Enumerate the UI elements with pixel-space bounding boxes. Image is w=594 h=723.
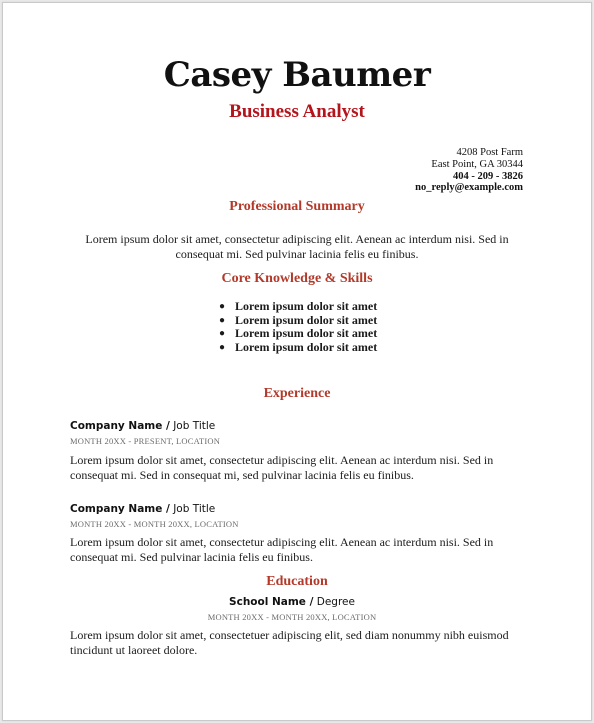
education-heading-line: [3, 596, 581, 608]
skill-item: [219, 314, 377, 328]
summary-text: Lorem ipsum dolor sit amet, consectetur adipiscing elit. Aenean ac interdum nisi. Sed in consequat mi. Sed pulvinar lacinia felis eu finibus.: [85, 232, 509, 261]
skill-item: [219, 341, 377, 355]
education-dates: MONTH 20XX - MONTH 20XX, LOCATION: [207, 612, 377, 622]
bullet-icon: ●: [219, 314, 226, 326]
skill-text: Lorem ipsum dolor sit amet: [235, 299, 378, 313]
skill-text: Lorem ipsum dolor sit amet: [235, 312, 378, 327]
job-2-description: Lorem ipsum dolor sit amet, consectetur adipiscing elit. Aenean ac interdum nisi. Sed in consequat mi. Sed pulvinar lacinia felis eu finibus.: [70, 535, 494, 564]
skills-list: [219, 300, 377, 354]
summary-heading: Professional Summary: [229, 199, 365, 214]
job-1-company: Company Name /: [70, 420, 170, 432]
education-description: Lorem ipsum dolor sit amet, consectetuer adipiscing elit, sed diam nonummy nibh euismod tincidunt ut laoreet dolore.: [70, 628, 509, 657]
bullet-icon: ●: [219, 301, 226, 312]
education-heading: Education: [266, 574, 328, 589]
job-1-description: Lorem ipsum dolor sit amet, consectetur adipiscing elit. Aenean ac interdum nisi. Sed in consequat mi. Sed in consequat mi, sed pulvinar lacinia felis eu finibus.: [70, 453, 494, 482]
school-name: School Name /: [229, 596, 314, 608]
address-line-2: East Point, GA 30344: [431, 158, 523, 170]
skill-item: [219, 327, 377, 341]
candidate-name: Casey Baumer: [163, 55, 431, 95]
bullet-icon: ●: [219, 328, 226, 340]
resume-page: [2, 2, 592, 721]
job-1-dates: MONTH 20XX - PRESENT, LOCATION: [70, 436, 221, 446]
address-line-1: 4208 Post Farm: [456, 147, 523, 158]
job-1-heading: [70, 420, 215, 432]
skill-text: Lorem ipsum dolor sit amet: [235, 326, 378, 341]
skill-text: Lorem ipsum dolor sit amet: [235, 339, 378, 354]
phone-number: 404 - 209 - 3826: [453, 170, 523, 182]
job-2-dates: MONTH 20XX - MONTH 20XX, LOCATION: [70, 519, 239, 529]
candidate-title: Business Analyst: [229, 101, 365, 122]
experience-heading: Experience: [263, 386, 331, 401]
bullet-icon: ●: [219, 341, 226, 353]
contact-block: [415, 147, 523, 194]
job-2-company: Company Name /: [70, 503, 170, 515]
job-1-role: Job Title: [169, 420, 216, 432]
skill-item: [219, 300, 377, 314]
job-2-role: Job Title: [169, 503, 216, 515]
job-2-heading: [70, 503, 215, 515]
degree-name: Degree: [313, 596, 355, 608]
skills-heading: Core Knowledge & Skills: [221, 271, 373, 286]
email-address: no_reply@example.com: [415, 182, 523, 194]
